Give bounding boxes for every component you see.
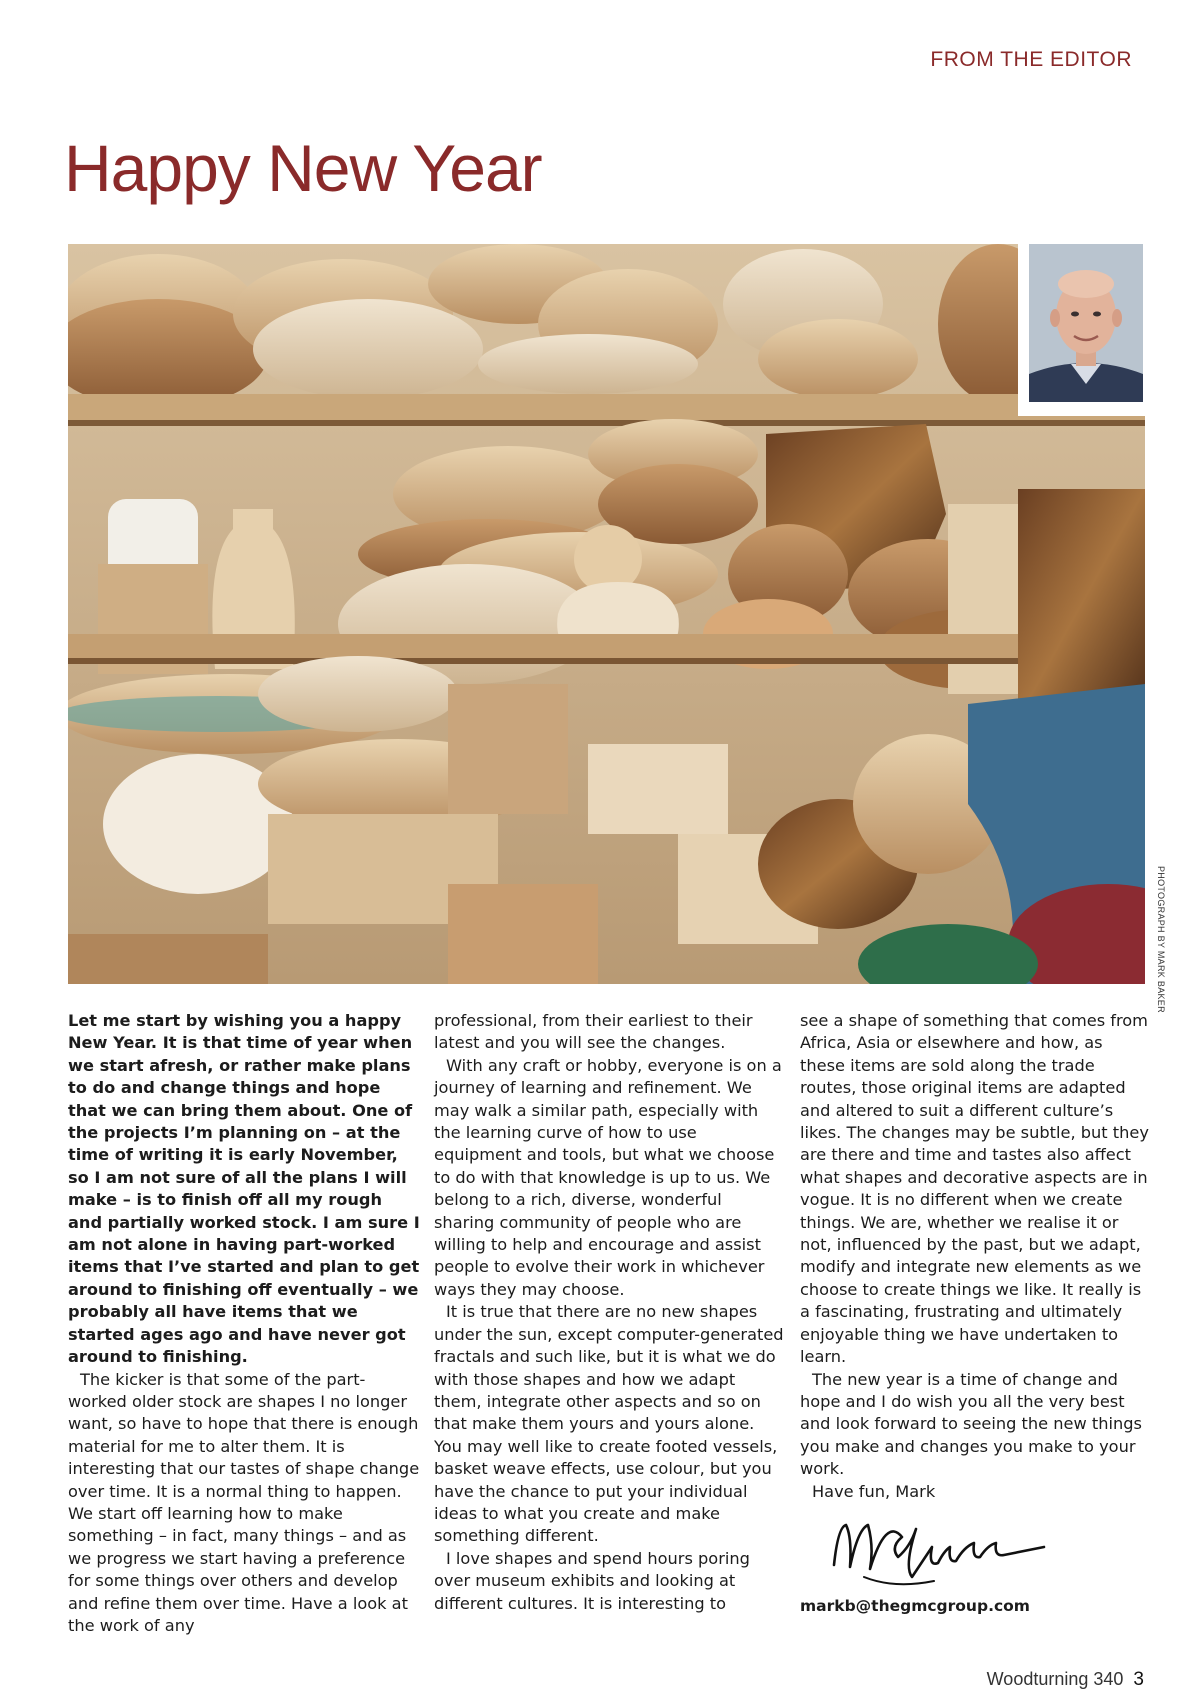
body-paragraph: The new year is a time of change and hope and I do wish you all the very best and look forward to seeing the new things you make and changes you make to your work.	[800, 1369, 1142, 1479]
intro-paragraph: Let me start by wishing you a happy New Year. It is that time of year when we start afresh, or rather make plans to do and change things and hope that we can bring them about. One of the projects I’m planning on – at the time of writing it is early November, so I am not sure of all the plans I will make – is to finish off all my rough and partially worked stock. I am sure I am not alone in having part-worked items that I’ve started and plan to get around to finishing off eventually – we probably all have items that we started ages ago and have never got around to finishing.	[68, 1011, 420, 1367]
page-footer	[987, 1669, 1144, 1691]
body-paragraph: With any craft or hobby, everyone is on a journey of learning and refinement. We may walk a similar path, especially with the learning curve of how to use equipment and tools, but what we choose to do with that knowledge is up to us. We belong to a rich, diverse, wonderful sharing community of people who are willing to help and encourage and assist people to evolve their work in whichever ways they may choose.	[434, 1055, 782, 1299]
body-paragraph: see a shape of something that comes from Africa, Asia or elsewhere and how, as these items are sold along the trade routes, those original items are adapted and altered to suit a different culture’s likes. The changes may be subtle, but they are there and time and tastes also affect what shapes and decorative aspects are in vogue. It is no different when we create things. We are, whether we realise it or not, influenced by the past, but we adapt, modify and integrate new elements as we choose to create things we like. It really is a fascinating, frustrating and ultimately enjoyable thing we have undertaken to learn.	[800, 1011, 1149, 1367]
section-label: FROM THE EDITOR	[930, 48, 1132, 71]
body-paragraph: I love shapes and spend hours poring over museum exhibits and looking at different cultures. It is interesting to	[434, 1548, 750, 1613]
editor-portrait-illustration	[1029, 244, 1143, 402]
signature-icon	[824, 1507, 1054, 1591]
photo-credit: PHOTOGRAPH BY MARK BAKER	[1156, 866, 1166, 1013]
editor-portrait	[1029, 244, 1143, 402]
body-paragraph: It is true that there are no new shapes under the sun, except computer-generated fractals and such like, but it is what we do with those shapes and how we adapt them, integrate other aspects and so on that make them yours and yours alone. You may well like to create footed vessels, basket weave effects, use colour, but you have the chance to put your individual ideas to what you create and make something different.	[434, 1302, 784, 1546]
article-column-1	[68, 1010, 420, 1637]
article-column-2	[434, 1010, 786, 1615]
shelf-photo	[68, 244, 1145, 984]
sign-off: Have fun, Mark	[812, 1481, 936, 1501]
editor-email-link[interactable]: markb@thegmcgroup.com	[800, 1596, 1030, 1615]
wooden-bowls-illustration	[68, 244, 1145, 984]
magazine-issue: Woodturning 340	[986, 1669, 1124, 1689]
article-column-3	[800, 1010, 1152, 1617]
page-number: 3	[1133, 1669, 1144, 1690]
body-paragraph: professional, from their earliest to their latest and you will see the changes.	[434, 1011, 753, 1053]
page-title: Happy New Year	[64, 131, 542, 205]
body-paragraph: The kicker is that some of the part-worked older stock are shapes I no longer want, so have to hope that there is enough material for me to alter them. It is interesting that our tastes of shape change over time. It is a normal thing to happen. We start off learning how to make something – in fact, many things – and as we progress we start having a preference for some things over others and develop and refine them over time. Have a look at the work of any	[68, 1369, 420, 1635]
